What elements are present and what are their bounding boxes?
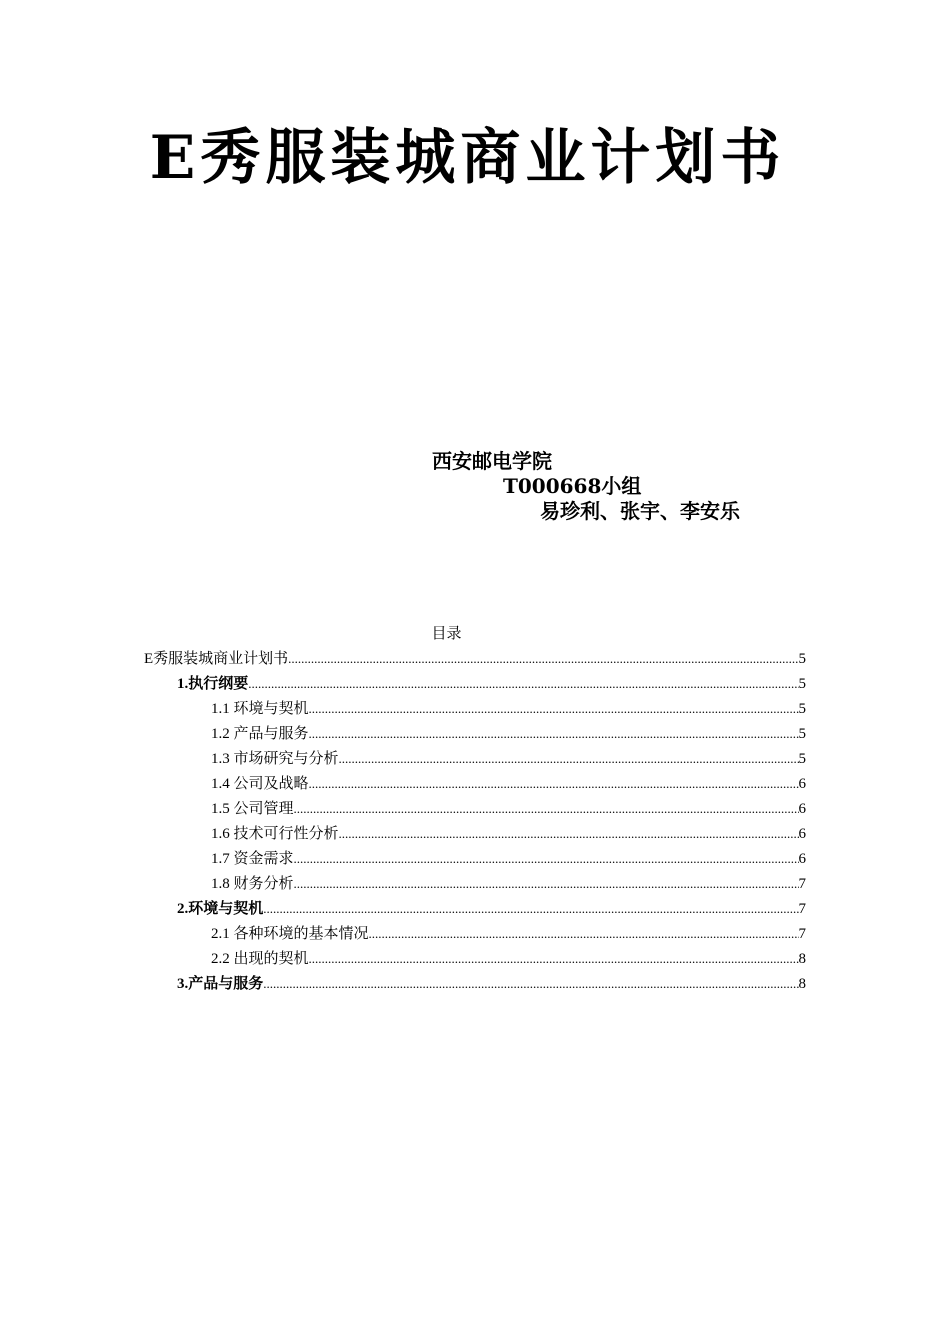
toc-entry[interactable]	[211, 848, 806, 870]
toc-leader-dots	[339, 823, 799, 845]
document-title: E秀服装城商业计划书	[149, 123, 786, 193]
toc-entry-label: 1.5 公司管理	[211, 801, 294, 817]
toc-entry-page: 7	[798, 876, 806, 892]
toc-leader-dots	[369, 923, 799, 945]
team-name: T000668小组	[503, 474, 642, 498]
toc-leader-dots	[339, 748, 799, 770]
toc-entry-page: 5	[798, 701, 806, 717]
toc-entry-page: 6	[798, 851, 806, 867]
toc-leader-dots	[263, 973, 798, 995]
toc-entry-label: 1.7 资金需求	[211, 851, 294, 867]
toc-entry-label: 1.3 市场研究与分析	[211, 751, 339, 767]
toc-entry-page: 8	[798, 951, 806, 967]
toc-entry[interactable]	[177, 673, 806, 695]
toc-entry[interactable]	[177, 898, 806, 920]
toc-heading: 目录	[431, 626, 462, 642]
toc-leader-dots	[294, 873, 799, 895]
toc-leader-dots	[294, 798, 799, 820]
toc-entry-page: 8	[798, 976, 806, 992]
toc-entry-page: 5	[798, 751, 806, 767]
toc-entry[interactable]	[177, 973, 806, 995]
toc-entry-label: 2.环境与契机	[177, 901, 264, 917]
toc-entry-label: 1.4 公司及战略	[211, 776, 309, 792]
toc-entry-page: 5	[798, 651, 806, 667]
toc-leader-dots	[309, 723, 799, 745]
toc-entry-label: 2.2 出现的契机	[211, 951, 309, 967]
toc-leader-dots	[248, 673, 798, 695]
toc-entry[interactable]	[211, 798, 806, 820]
toc-entry[interactable]	[144, 648, 806, 670]
school-name: 西安邮电学院	[432, 449, 552, 473]
toc-entry[interactable]	[211, 723, 806, 745]
toc-entry-label: E秀服装城商业计划书	[144, 651, 289, 667]
toc-entry-label: 1.1 环境与契机	[211, 701, 309, 717]
toc-entry[interactable]	[211, 748, 806, 770]
team-members: 易珍利、张宇、李安乐	[540, 499, 740, 523]
toc-leader-dots	[294, 848, 799, 870]
toc-entry-label: 1.8 财务分析	[211, 876, 294, 892]
toc-entry[interactable]	[211, 823, 806, 845]
toc-entry-label: 3.产品与服务	[177, 976, 264, 992]
toc-entry[interactable]	[211, 873, 806, 895]
toc-entry[interactable]	[211, 773, 806, 795]
toc-entry-label: 2.1 各种环境的基本情况	[211, 926, 369, 942]
toc-leader-dots	[309, 948, 799, 970]
toc-leader-dots	[309, 773, 799, 795]
toc-entry-label: 1.2 产品与服务	[211, 726, 309, 742]
toc-entry-page: 6	[798, 801, 806, 817]
toc-leader-dots	[263, 898, 798, 920]
toc-entry-page: 6	[798, 826, 806, 842]
toc-entry[interactable]	[211, 698, 806, 720]
toc-entry-label: 1.执行纲要	[177, 676, 249, 692]
toc-entry-page: 5	[798, 726, 806, 742]
toc-entry[interactable]	[211, 923, 806, 945]
toc-leader-dots	[309, 698, 799, 720]
toc-entry-label: 1.6 技术可行性分析	[211, 826, 339, 842]
toc-entry[interactable]	[211, 948, 806, 970]
toc-entry-page: 7	[798, 926, 806, 942]
toc-entry-page: 5	[798, 676, 806, 692]
toc-entry-page: 7	[798, 901, 806, 917]
toc-entry-page: 6	[798, 776, 806, 792]
toc-leader-dots	[288, 648, 798, 670]
